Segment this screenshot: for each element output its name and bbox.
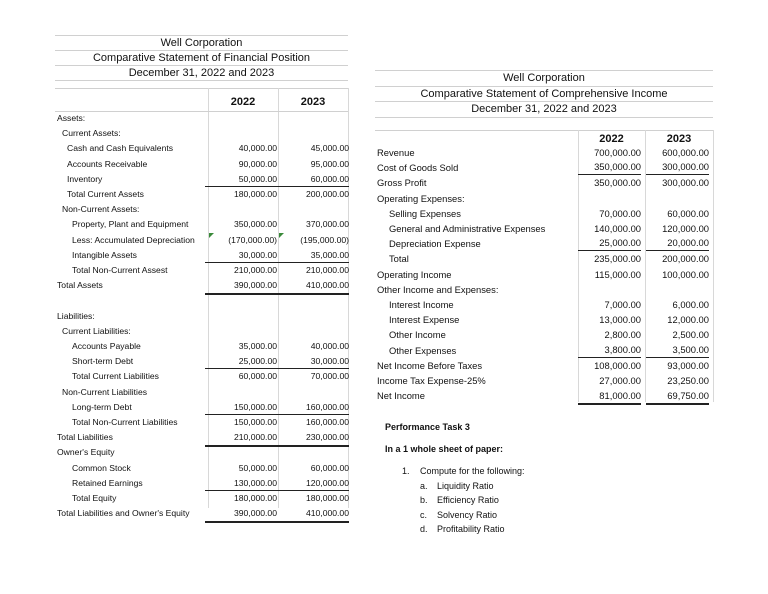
ci-row-value-2023: 12,000.00 (667, 314, 709, 326)
ci-row-value-2023: 6,000.00 (672, 299, 709, 310)
ci-row-value-2023: 93,000.00 (667, 359, 709, 371)
ci-period: December 31, 2022 and 2023 (471, 103, 617, 115)
fp-row-label: Accounts Receivable (67, 158, 148, 169)
ci-row-value-2022: 13,000.00 (599, 314, 641, 326)
fp-row-value-2023: 230,000.00 (277, 430, 349, 447)
ci-row-value-2023: 69,750.00 (646, 388, 709, 405)
fp-row-label: Intangible Assets (72, 249, 137, 260)
task-item-text: Compute for the following: (420, 466, 525, 476)
ci-row-label: Operating Expenses: (377, 192, 465, 204)
ci-row-value-2023: 3,500.00 (646, 343, 709, 358)
ci-row-label: Other Income and Expenses: (377, 283, 499, 295)
fp-row-value-2023: 45,000.00 (310, 143, 349, 154)
fp-row-label: Total Liabilities (57, 432, 113, 443)
ci-year-2022: 2022 (599, 133, 624, 145)
ci-row-value-2023: 20,000.00 (646, 236, 709, 251)
ci-row-label: Net Income (377, 390, 425, 402)
fp-row-value-2023: 410,000.00 (277, 278, 349, 295)
ci-row-value-2022: 2,800.00 (604, 329, 641, 341)
fp-period: December 31, 2022 and 2023 (128, 67, 275, 79)
task-subitem-text: Efficiency Ratio (437, 495, 499, 506)
fp-row-value-2023: 35,000.00 (277, 248, 349, 263)
ci-row (375, 251, 713, 266)
fp-row-value-2022: 90,000.00 (238, 158, 277, 169)
ci-row-value-2022: 108,000.00 (594, 359, 641, 371)
task-subtitle: In a 1 whole sheet of paper: (385, 444, 504, 454)
ci-row-value-2023: 300,000.00 (646, 160, 709, 175)
fp-row-label: Total Assets (57, 280, 103, 291)
ci-row-value-2022: 350,000.00 (594, 177, 641, 189)
fp-row-value-2022: 40,000.00 (238, 143, 277, 154)
fp-row-label: Total Current Assets (67, 189, 144, 199)
ci-row-value-2022: 81,000.00 (578, 388, 641, 405)
ci-row (375, 175, 713, 190)
fp-row-value-2023: 60,000.00 (310, 462, 349, 473)
ci-row (375, 312, 713, 327)
fp-row-value-2022: 350,000.00 (233, 219, 277, 230)
ci-row (375, 236, 713, 251)
fp-row-label: Common Stock (72, 462, 131, 473)
fp-row-value-2022: 180,000.00 (233, 493, 277, 503)
task-subitem-text: Liquidity Ratio (437, 481, 494, 491)
ci-row-label: Net Income Before Taxes (377, 359, 483, 371)
fp-row-value-2023: 95,000.00 (310, 158, 349, 169)
fp-row-value-2022: 50,000.00 (205, 172, 277, 187)
ci-row (375, 373, 713, 388)
ci-row-value-2022: 115,000.00 (594, 268, 641, 280)
fp-row-label: Less: Accumulated Depreciation (72, 234, 195, 245)
fp-row-label: Owner's Equity (57, 447, 115, 458)
ci-title: Comparative Statement of Comprehensive Income (420, 88, 668, 100)
ci-row-label: General and Administrative Expenses (389, 223, 546, 234)
ci-row (375, 282, 713, 297)
fp-row-value-2022: 130,000.00 (205, 476, 277, 491)
fp-year-2023: 2023 (300, 96, 326, 108)
fp-row-label: Assets: (57, 113, 86, 123)
ci-row (375, 221, 713, 236)
fp-row-value-2023: 200,000.00 (305, 189, 349, 199)
fp-row-value-2023: 210,000.00 (305, 265, 349, 275)
ci-row (375, 297, 713, 312)
fp-row-value-2022: 25,000.00 (205, 354, 277, 369)
fp-row-value-2022: 180,000.00 (233, 189, 277, 199)
fp-row-label: Inventory (67, 173, 103, 184)
ci-row-value-2023: 23,250.00 (667, 375, 709, 386)
ci-row-value-2022: 350,000.00 (578, 160, 641, 175)
ci-row-label: Selling Expenses (389, 207, 461, 219)
ci-row-label: Interest Income (389, 299, 454, 310)
ci-row-label: Gross Profit (377, 177, 427, 189)
ci-row-label: Other Income (389, 329, 446, 341)
task-subitem-letter: a. (420, 481, 428, 491)
fp-row-label: Property, Plant and Equipment (72, 219, 189, 230)
ci-row-label: Income Tax Expense-25% (377, 375, 486, 386)
ci-row-value-2022: 25,000.00 (578, 236, 641, 251)
fp-row-value-2022: 35,000.00 (238, 341, 277, 351)
ci-row (375, 206, 713, 221)
fp-year-2022: 2022 (230, 96, 256, 108)
ci-row (375, 267, 713, 282)
ci-row (375, 145, 713, 160)
fp-row-value-2022: 210,000.00 (233, 265, 277, 275)
fp-row-value-2022: 390,000.00 (205, 506, 277, 523)
fp-row-label: Total Liabilities and Owner's Equity (57, 508, 190, 519)
fp-row-value-2022: (170,000.00) (228, 234, 277, 245)
ci-row-value-2023: 600,000.00 (662, 147, 709, 158)
fp-row-value-2023: (195,000.00) (300, 234, 349, 245)
ci-row-value-2023: 2,500.00 (672, 329, 709, 341)
ci-row-label: Total (389, 253, 409, 265)
ci-row (375, 343, 713, 358)
ci-row-value-2022: 27,000.00 (599, 375, 641, 386)
ci-row-value-2022: 235,000.00 (594, 253, 641, 265)
ci-row-value-2022: 7,000.00 (604, 299, 641, 310)
fp-row-label: Total Equity (72, 493, 117, 503)
fp-row-value-2022: 50,000.00 (238, 462, 277, 473)
fp-company: Well Corporation (160, 37, 243, 49)
fp-row-label: Short-term Debt (72, 356, 134, 367)
fp-row-label: Retained Earnings (72, 477, 143, 488)
fp-row-label: Non-Current Liabilities (62, 386, 148, 397)
ci-row-value-2022: 140,000.00 (594, 223, 641, 234)
fp-row-label: Long-term Debt (72, 401, 132, 412)
ci-row-value-2023: 120,000.00 (662, 223, 709, 234)
fp-row-label: Cash and Cash Equivalents (67, 143, 174, 154)
fp-row-value-2022: 150,000.00 (233, 417, 277, 427)
fp-row-value-2023: 120,000.00 (277, 476, 349, 491)
task-subitem-letter: b. (420, 495, 428, 506)
ci-row-value-2023: 100,000.00 (662, 268, 709, 280)
fp-row-value-2023: 410,000.00 (277, 506, 349, 523)
ci-row-value-2022: 3,800.00 (578, 343, 641, 358)
ci-row-value-2022: 700,000.00 (594, 147, 641, 158)
fp-row-value-2023: 160,000.00 (305, 417, 349, 427)
fp-row-value-2023: 30,000.00 (277, 354, 349, 369)
fp-row-value-2022: 150,000.00 (205, 400, 277, 415)
ci-row (375, 191, 713, 206)
fp-row-label: Current Assets: (62, 128, 121, 139)
fp-row-label: Accounts Payable (72, 341, 141, 351)
ci-row-label: Other Expenses (389, 344, 457, 356)
fp-row-value-2023: 370,000.00 (305, 219, 349, 230)
fp-row-value-2023: 180,000.00 (305, 493, 349, 503)
fp-row-value-2022: 60,000.00 (238, 371, 277, 382)
ci-row-value-2023: 300,000.00 (662, 177, 709, 189)
ci-row-label: Operating Income (377, 268, 452, 280)
task-subitem-text: Profitability Ratio (437, 523, 505, 534)
fp-row-value-2023: 40,000.00 (310, 341, 349, 351)
task-subitem-text: Solvency Ratio (437, 509, 498, 520)
task-title: Performance Task 3 (385, 422, 470, 432)
ci-row-value-2023: 60,000.00 (667, 207, 709, 219)
ci-row (375, 388, 713, 403)
fp-row-value-2022: 30,000.00 (205, 248, 277, 263)
task-subitem-letter: c. (420, 509, 428, 520)
fp-row-label: Total Non-Current Liabilities (72, 417, 178, 427)
ci-row-label: Depreciation Expense (389, 238, 481, 250)
fp-row-value-2022: 210,000.00 (205, 430, 277, 447)
task-subitem-letter: d. (420, 523, 428, 534)
fp-row-value-2023: 60,000.00 (277, 172, 349, 187)
fp-row-label: Non-Current Assets: (62, 204, 140, 215)
ci-row-value-2022: 70,000.00 (599, 207, 641, 219)
ci-row-label: Cost of Goods Sold (377, 162, 459, 174)
ci-year-2023: 2023 (666, 133, 692, 145)
fp-row-value-2023: 70,000.00 (310, 371, 349, 382)
ci-row-label: Revenue (377, 147, 415, 158)
ci-row (375, 160, 713, 175)
fp-row-label: Liabilities: (57, 310, 95, 321)
ci-row (375, 358, 713, 373)
fp-row-label: Current Liabilities: (62, 325, 131, 336)
fp-row-value-2022: 390,000.00 (205, 278, 277, 295)
ci-row-label: Interest Expense (389, 314, 460, 326)
ci-row-value-2023: 200,000.00 (662, 253, 709, 265)
fp-row-value-2023: 160,000.00 (277, 400, 349, 415)
task-item-number: 1. (402, 466, 410, 476)
fp-row-label: Total Current Liabilities (72, 371, 159, 382)
ci-row (375, 327, 713, 342)
ci-company: Well Corporation (503, 72, 585, 84)
fp-row-label: Total Non-Current Assest (72, 265, 168, 275)
fp-title: Comparative Statement of Financial Position (92, 52, 311, 64)
